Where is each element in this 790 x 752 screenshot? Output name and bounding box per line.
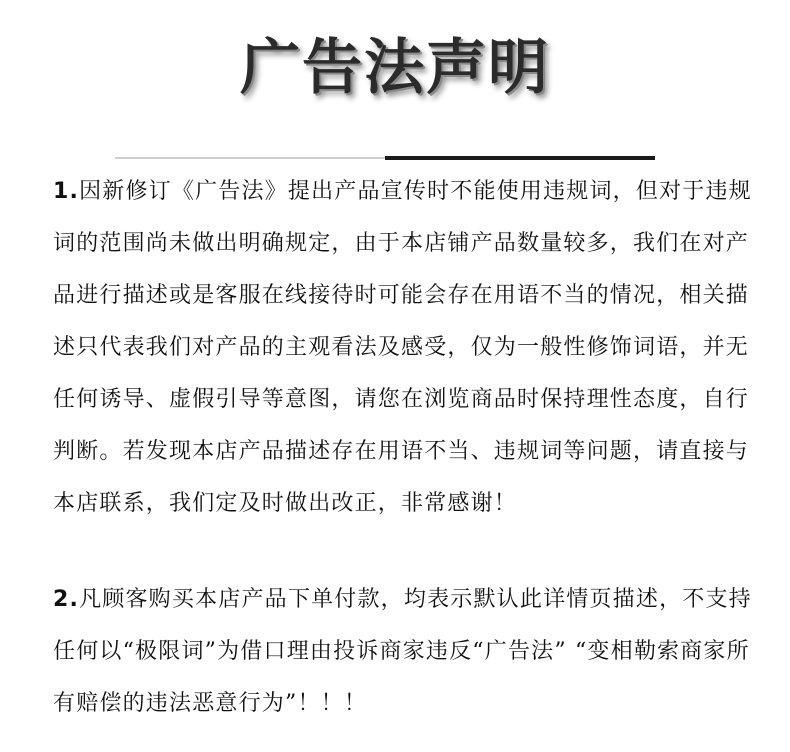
paragraph-line: 有赔偿的违法恶意行为”！！！ (53, 691, 368, 716)
paragraph-line: 本店联系，我们定及时做出改正，非常感谢！ (53, 491, 518, 516)
title-divider-light (115, 157, 385, 159)
paragraph-line: 品进行描述或是客服在线接待时可能会存在用语不当的情况，相关描 (53, 283, 750, 308)
paragraph-line: 判断。若发现本店产品描述存在用语不当、违规词等问题，请直接与 (53, 439, 750, 464)
paragraph-number: 2. (53, 587, 80, 612)
paragraph-line: 词的范围尚未做出明确规定，由于本店铺产品数量较多，我们在对产 (53, 231, 750, 256)
paragraph-line: 任何诱导、虚假引导等意图，请您在浏览商品时保持理性态度，自行 (53, 387, 750, 412)
paragraph-line: 2.凡顾客购买本店产品下单付款，均表示默认此详情页描述，不支持 (53, 587, 752, 612)
paragraph-2 (53, 574, 752, 730)
paragraph-1 (53, 166, 752, 530)
paragraph-line: 述只代表我们对产品的主观看法及感受，仅为一般性修饰词语，并无 (53, 335, 750, 360)
title-divider-dark (385, 156, 655, 160)
paragraph-number: 1. (53, 179, 80, 204)
paragraph-line: 任何以“极限词”为借口理由投诉商家违反“广告法” “变相勒索商家所 (53, 639, 750, 664)
paragraph-line: 1.因新修订《广告法》提出产品宣传时不能使用违规词，但对于违规 (53, 179, 752, 204)
page-title: 广告法声明 (240, 33, 550, 103)
